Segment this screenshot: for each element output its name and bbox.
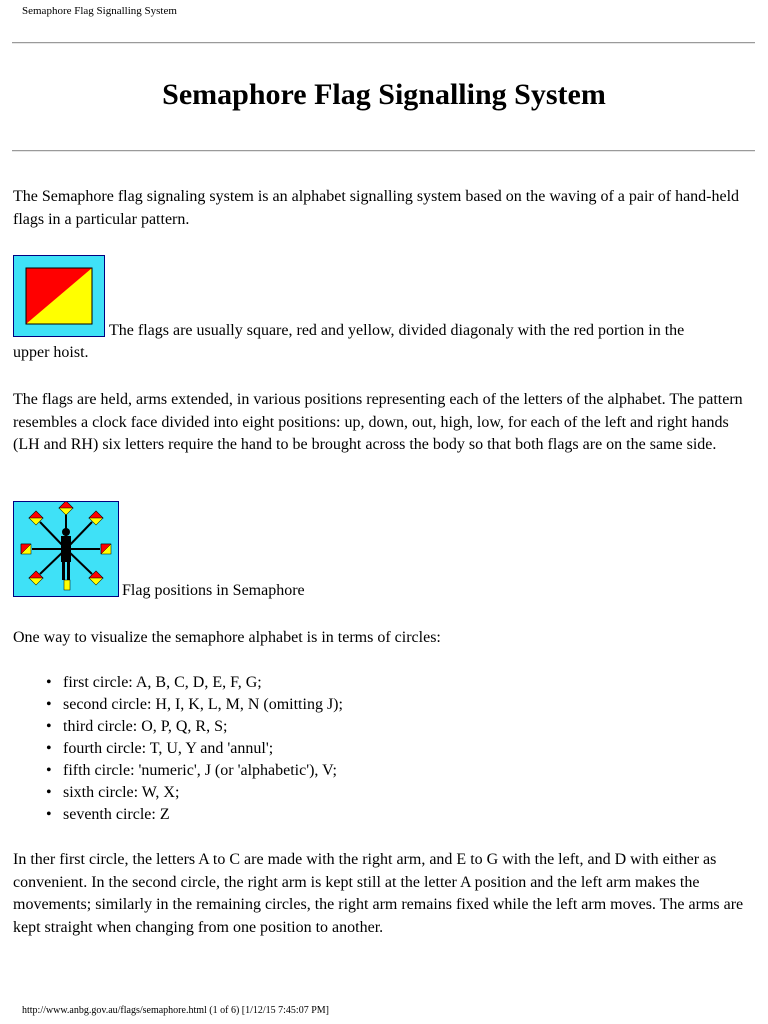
list-item [46, 804, 343, 826]
flag-icon [14, 256, 104, 336]
list-item [46, 694, 343, 716]
list-item-text: second circle: H, I, K, L, M, N (omitting J); [63, 696, 343, 713]
visualize-paragraph: One way to visualize the semaphore alphabet is in terms of circles: [13, 629, 441, 646]
top-divider [12, 42, 755, 44]
list-item-text: fourth circle: T, U, Y and 'annul'; [63, 740, 274, 757]
flag-positions-image [13, 501, 119, 597]
bullet-icon: • [46, 784, 52, 801]
bullet-icon: • [46, 696, 52, 713]
list-item [46, 738, 343, 760]
circles-list [13, 672, 343, 826]
page-footer-url: http://www.anbg.gov.au/flags/semaphore.html (1 of 6) [1/12/15 7:45:07 PM] [22, 1005, 329, 1016]
title-divider [12, 150, 755, 152]
bullet-icon: • [46, 762, 52, 779]
bullet-icon: • [46, 740, 52, 757]
intro-paragraph: The Semaphore flag signaling system is an alphabet signalling system based on the waving of a pair of hand-held flags in a particular pattern. [13, 188, 740, 228]
flag-description-text: The flags are usually square, red and yellow, divided diagonaly with the red portion in the [109, 322, 685, 339]
semaphore-flag-image [13, 255, 105, 337]
flags-held-paragraph: The flags are held, arms extended, in various positions representing each of the letters of the alphabet. The pattern resembles a clock face divided into eight positions: up, down, out, high, low, for each of the left and right hands (LH and RH) six letters require the hand to be brought across the body so that both flags are on the same side. [13, 391, 743, 453]
list-item-text: fifth circle: 'numeric', J (or 'alphabetic'), V; [63, 762, 337, 779]
bullet-icon: • [46, 674, 52, 691]
list-item [46, 782, 343, 804]
bullet-icon: • [46, 718, 52, 735]
flag-positions-caption: Flag positions in Semaphore [122, 582, 305, 599]
running-header: Semaphore Flag Signalling System [22, 5, 177, 17]
first-circle-paragraph: In ther first circle, the letters A to C are made with the right arm, and E to G with the left, and D with either as convenient. In the second circle, the right arm is kept still at the letter A position and the left arm makes the movements; similarly in the remaining circles, the right arm remains fixed while the left arm moves. The arms are kept straight when changing from one position to another. [13, 851, 744, 936]
list-item [46, 672, 343, 694]
list-item [46, 716, 343, 738]
bullet-icon: • [46, 806, 52, 823]
page-title: Semaphore Flag Signalling System [162, 78, 606, 111]
list-item-text: third circle: O, P, Q, R, S; [63, 718, 228, 735]
flag-description-text-cont: upper hoist. [13, 344, 89, 361]
semaphore-positions-icon [14, 502, 118, 596]
list-item-text: sixth circle: W, X; [63, 784, 180, 801]
list-item-text: first circle: A, B, C, D, E, F, G; [63, 674, 262, 691]
list-item-text: seventh circle: Z [63, 806, 170, 823]
list-item [46, 760, 343, 782]
